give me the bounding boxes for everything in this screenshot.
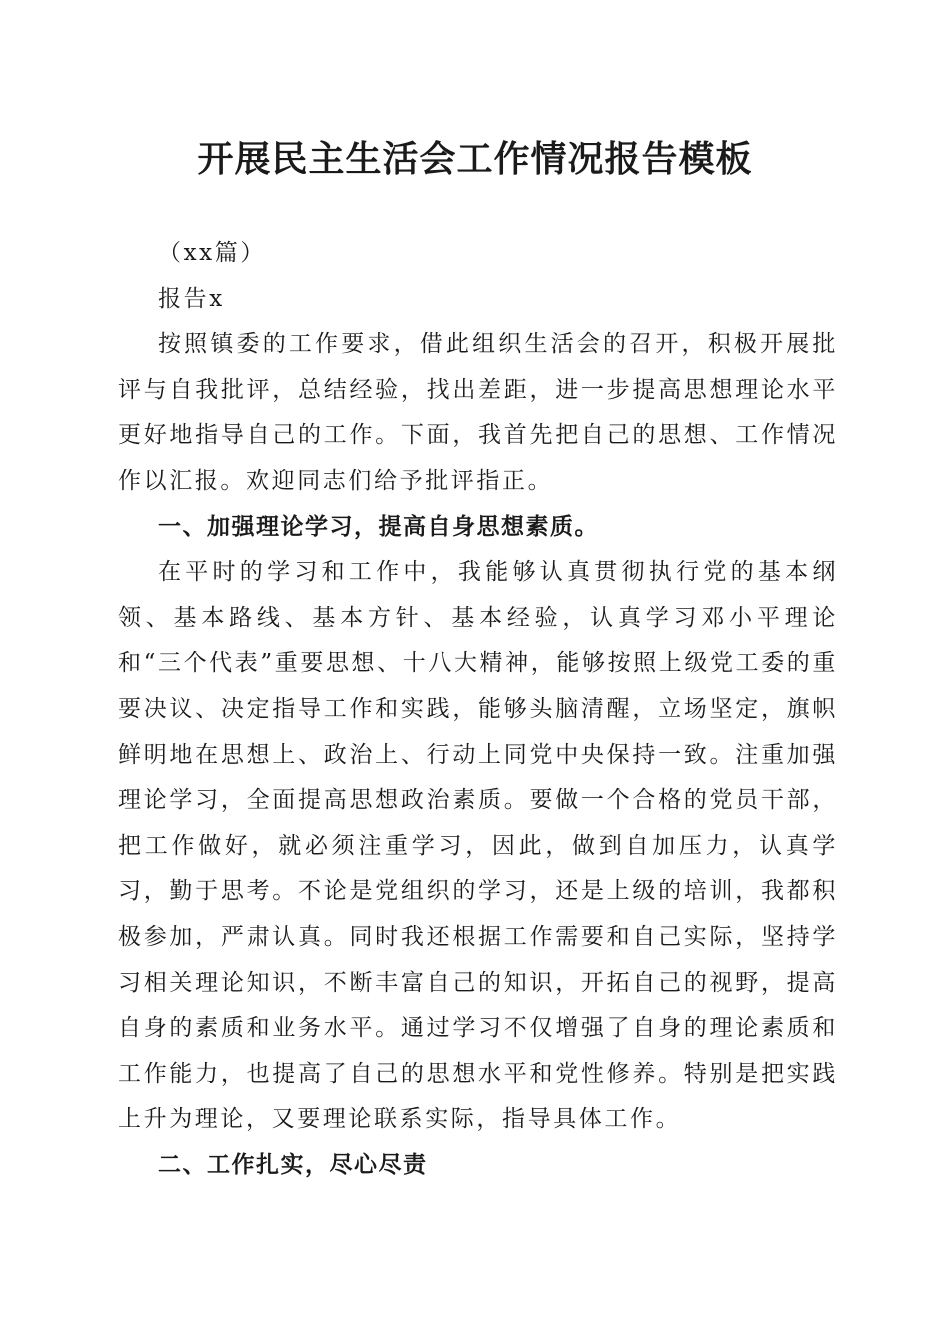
paragraph-report-label: 报告x [158, 285, 225, 312]
section-heading-2: 二、工作扎实，尽心尽责 [158, 1151, 428, 1178]
document-title: 开展民主生活会工作情况报告模板 [197, 138, 753, 180]
paragraph-section-1-body: 在平时的学习和工作中，我能够认真贯彻执行党的基本纲领、基本路线、基本方针、基本经验，认真学习邓小平理论和“三个代表”重要思想、十八大精神，能够按照上级党工委的重要决议、决定指导工作和实践，能够头脑清醒，立场坚定，旗帜鲜明地在思想上、政治上、行动上同党中央保持一致。注重加强理论学习，全面提高思想政治素质。要做一个合格的党员干部，把工作做好，就必须注重学习，因此，做到自加压力，认真学习，勤于思考。不论是党组织的学习，还是上级的培训，我都积极参加，严肃认真。同时我还根据工作需要和自己实际，坚持学习相关理论知识，不断丰富自己的知识，开拓自己的视野，提高自身的素质和业务水平。通过学习不仅增强了自身的理论素质和工作能力，也提高了自己的思想水平和党性修养。特别是把实践上升为理论，又要理论联系实际，指导具体工作。 [118, 559, 838, 1133]
paragraph-section-label: （xx篇） [158, 240, 266, 266]
section-heading-1: 一、加强理论学习，提高自身思想素质。 [158, 513, 599, 540]
paragraph-intro: 按照镇委的工作要求，借此组织生活会的召开，积极开展批评与自我批评，总结经验，找出差距，进一步提高思想理论水平更好地指导自己的工作。下面，我首先把自己的思想、工作情况作以汇报。欢迎同志们给予批评指正。 [118, 331, 838, 494]
document-body [118, 231, 838, 1188]
